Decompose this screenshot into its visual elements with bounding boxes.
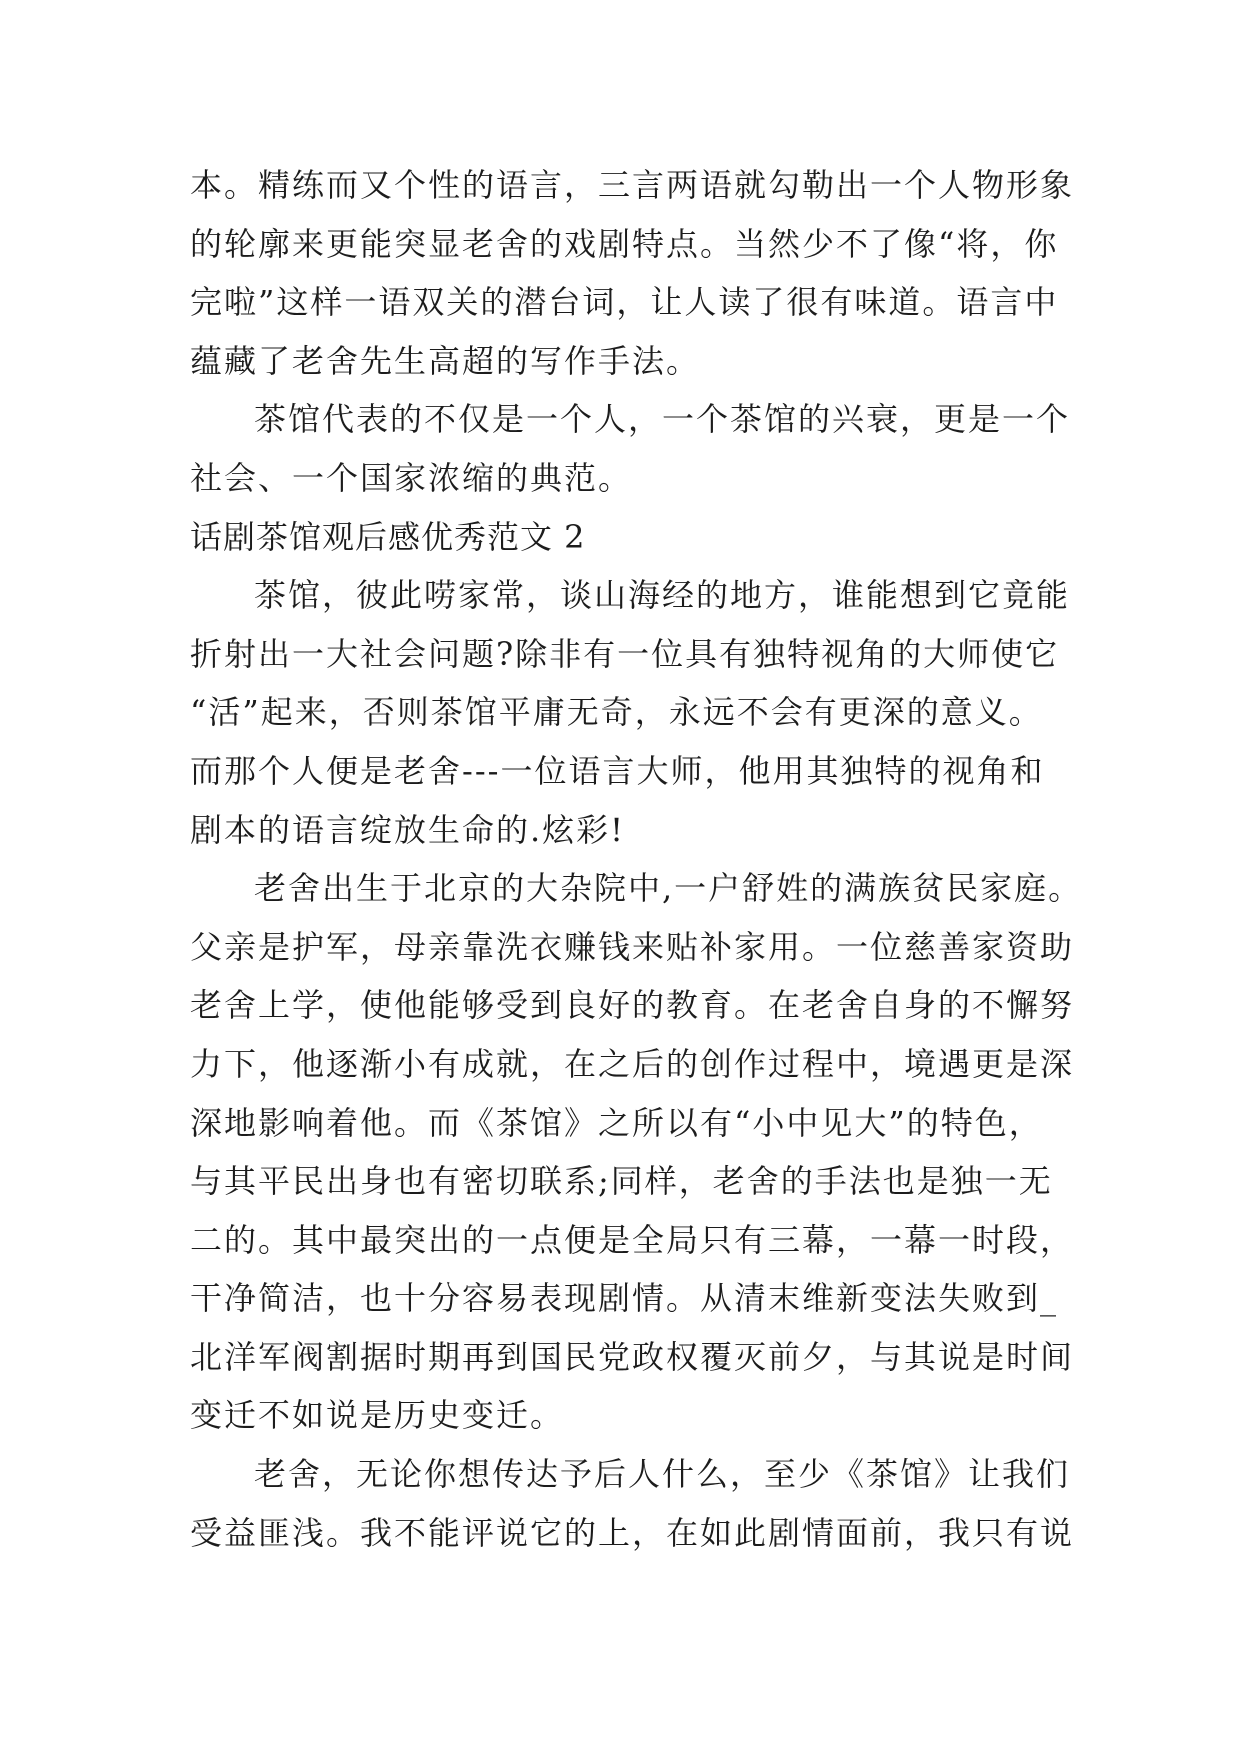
text-line: 变迁不如说是历史变迁。 [190, 1396, 565, 1435]
text-line: 茶馆代表的不仅是一个人，一个茶馆的兴衰，更是一个 [254, 400, 1071, 439]
text-line: 受益匪浅。我不能评说它的上，在如此剧情面前，我只有说 [190, 1513, 1075, 1552]
text-line: 而那个人便是老舍---一位语言大师，他用其独特的视角和 [190, 751, 1045, 790]
text-line: 老舍上学，使他能够受到良好的教育。在老舍自身的不懈努 [190, 986, 1075, 1025]
text-line: 本。精练而又个性的语言，三言两语就勾勒出一个人物形象 [190, 166, 1075, 204]
text-line: 的轮廓来更能突显老舍的戏剧特点。当然少不了像“将，你 [190, 224, 1059, 263]
text-line: 完啦”这样一语双关的潜台词，让人读了很有味道。语言中 [190, 283, 1059, 322]
paragraph [190, 1445, 1075, 1562]
text-line: 北洋军阀割据时期再到国民党政权覆灭前夕，与其说是时间 [190, 1337, 1075, 1376]
text-line: 二的。其中最突出的一点便是全局只有三幕，一幕一时段， [190, 1220, 1075, 1259]
section-heading: 话剧茶馆观后感优秀范文 2 [190, 517, 586, 556]
paragraph [190, 566, 1070, 859]
document-body [190, 156, 1083, 1562]
text-line: 父亲是护军，母亲靠洗衣赚钱来贴补家用。一位慈善家资助 [190, 927, 1075, 966]
text-line: 社会、一个国家浓缩的典范。 [190, 458, 633, 497]
text-line: 深地影响着他。而《茶馆》之所以有“小中见大”的特色， [190, 1103, 1043, 1142]
text-line: 蕴藏了老舍先生高超的写作手法。 [190, 341, 701, 380]
text-line: 老舍，无论你想传达予后人什么，至少《茶馆》让我们 [254, 1455, 1071, 1494]
text-line: 与其平民出身也有密切联系;同样，老舍的手法也是独一无 [190, 1162, 1053, 1201]
text-line: 茶馆，彼此唠家常，谈山海经的地方，谁能想到它竟能 [254, 576, 1071, 615]
text-line: 老舍出生于北京的大杂院中,一户舒姓的满族贫民家庭。 [254, 869, 1083, 908]
text-line: 力下，他逐渐小有成就，在之后的创作过程中，境遇更是深 [190, 1044, 1075, 1083]
paragraph [190, 156, 1075, 390]
text-line: 剧本的语言绽放生命的.炫彩! [190, 810, 626, 849]
text-line: 折射出一大社会问题?除非有一位具有独特视角的大师使它 [190, 634, 1060, 673]
text-line: “活”起来，否则茶馆平庸无奇，永远不会有更深的意义。 [190, 693, 1043, 732]
paragraph [190, 859, 1083, 1445]
text-line: 干净简洁，也十分容易表现剧情。从清末维新变法失败到_ [190, 1279, 1059, 1318]
paragraph [190, 390, 1070, 507]
